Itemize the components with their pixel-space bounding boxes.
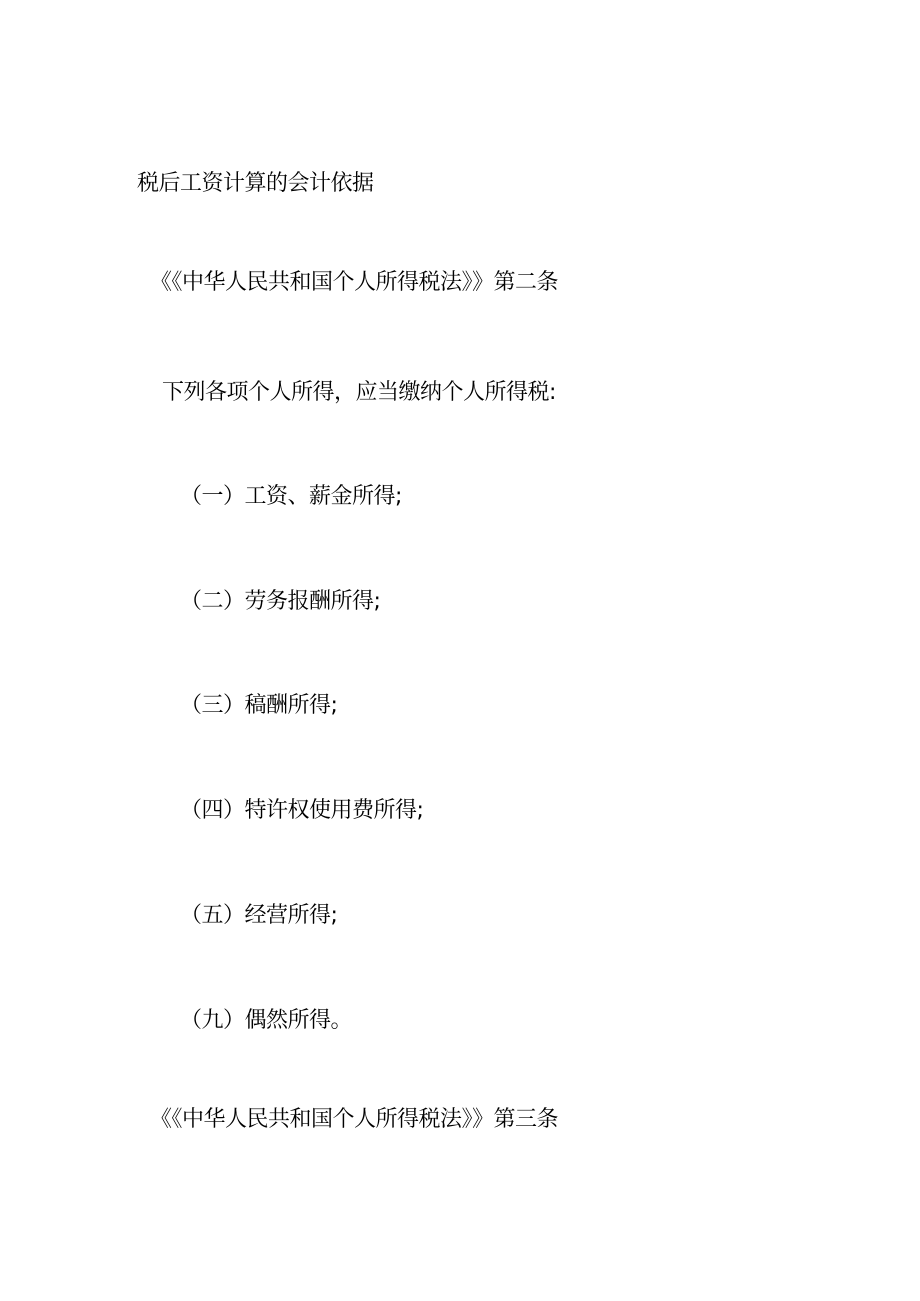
article-2-intro: 下列各项个人所得，应当缴纳个人所得税: — [162, 380, 556, 405]
list-item-wages: （一）工资、薪金所得; — [180, 484, 402, 509]
list-item-royalties: （四）特许权使用费所得; — [180, 798, 424, 823]
document-title: 税后工资计算的会计依据 — [137, 171, 374, 196]
list-item-business-income: （五）经营所得; — [180, 903, 338, 928]
list-item-author-remuneration: （三）稿酬所得; — [180, 693, 338, 718]
article-2-heading: 《《中华人民共和国个人所得税法》》第二条 — [150, 270, 559, 295]
list-item-incidental-income: （九）偶然所得。 — [180, 1008, 353, 1033]
list-item-labor-remuneration: （二）劳务报酬所得; — [180, 589, 381, 614]
article-3-heading: 《《中华人民共和国个人所得税法》》第三条 — [150, 1107, 559, 1132]
